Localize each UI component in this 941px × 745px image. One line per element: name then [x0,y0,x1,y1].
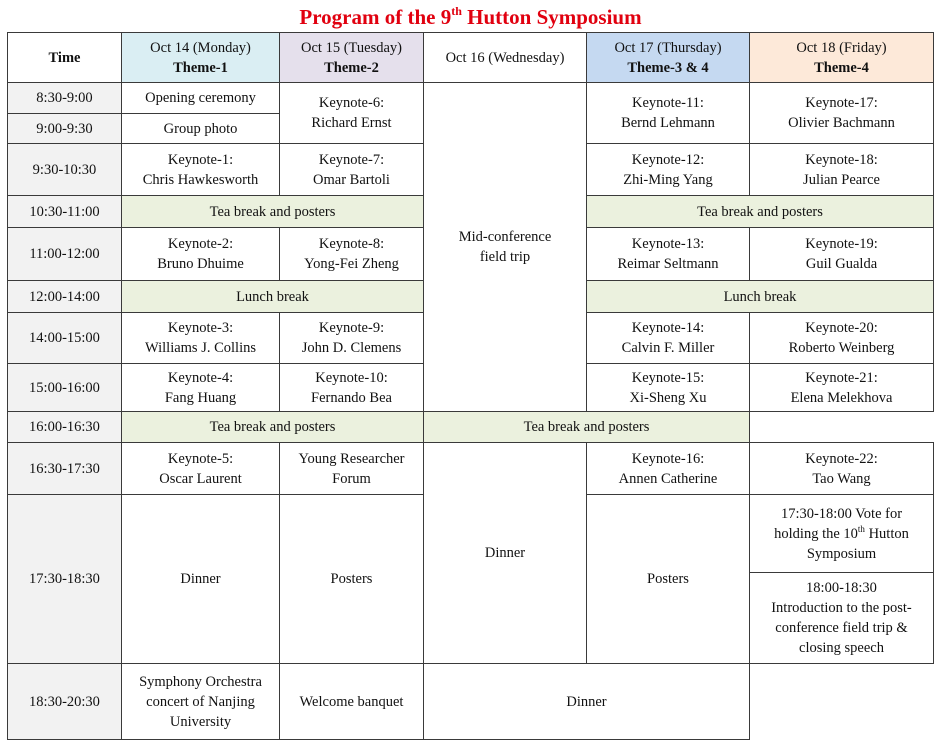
keynote-label: Keynote-13: [631,236,705,252]
header-oct17-date: Oct 17 (Thursday) [614,39,722,56]
keynote-label: Keynote-3: [167,320,234,336]
keynote-6-cell [280,83,424,144]
keynote-1-cell [122,144,280,196]
keynote-speaker: Olivier Bachmann [788,115,895,131]
vote-line1: 17:30-18:00 Vote for [780,505,903,522]
keynote-speaker: Omar Bartoli [313,171,390,188]
closing-line3: conference field trip & [775,620,908,636]
keynote-2-cell [122,228,280,281]
time-cell: 16:00-16:30 [8,412,122,443]
keynote-speaker: Reimar Seltmann [617,256,719,272]
keynote-label: Keynote-16: [631,450,705,467]
keynote-speaker: Zhi-Ming Yang [623,171,713,188]
keynote-21-cell [750,364,934,412]
wednesday-dinner-cell: Dinner [424,443,587,664]
header-oct16 [424,33,587,83]
symphony-line1: Symphony Orchestra [139,673,262,690]
keynote-speaker: Oscar Laurent [159,470,242,487]
time-cell: 9:30-10:30 [8,144,122,196]
time-cell: 12:00-14:00 [8,281,122,313]
keynote-speaker: Xi-Sheng Xu [629,389,707,406]
group-photo-cell: Group photo [122,114,280,144]
time-cell: 14:00-15:00 [8,313,122,364]
header-time: Time [8,33,122,83]
keynote-label: Keynote-11: [632,95,704,111]
row-1630 [8,443,934,495]
symphony-concert-cell [122,664,280,740]
keynote-speaker: Calvin F. Miller [621,340,715,356]
keynote-label: Keynote-12: [631,151,705,168]
final-dinner-cell: Dinner [424,664,750,740]
header-oct14-theme: Theme-1 [173,59,228,76]
keynote-13-cell [587,228,750,281]
keynote-4-cell [122,364,280,412]
keynote-speaker: Fang Huang [164,389,237,406]
header-row [8,33,934,83]
tea-break-cell: Tea break and posters [424,412,750,443]
header-oct18-date: Oct 18 (Friday) [796,39,887,56]
header-oct16-date: Oct 16 (Wednesday) [445,49,565,66]
keynote-label: Keynote-4: [167,369,234,386]
keynote-label: Keynote-10: [315,369,388,386]
time-cell: 9:00-9:30 [8,114,122,144]
keynote-17-cell [750,83,934,144]
thursday-posters-cell: Posters [587,495,750,664]
lunch-break-cell: Lunch break [587,281,934,313]
tea-break-cell: Tea break and posters [122,412,424,443]
keynote-label: Keynote-6: [318,95,385,111]
header-oct18 [750,33,934,83]
keynote-speaker: Guil Gualda [805,256,878,272]
keynote-speaker: Annen Catherine [618,470,718,487]
forum-line1: Young Researcher [298,450,405,467]
keynote-label: Keynote-22: [805,450,878,467]
keynote-label: Keynote-7: [318,151,385,168]
keynote-label: Keynote-1: [167,151,234,168]
keynote-label: Keynote-2: [167,236,234,252]
keynote-16-cell [587,443,750,495]
keynote-speaker: Julian Pearce [803,171,880,188]
header-oct17-theme: Theme-3 & 4 [627,59,709,76]
time-cell: 17:30-18:30 [8,495,122,664]
header-oct14 [122,33,280,83]
keynote-20-cell [750,313,934,364]
keynote-label: Keynote-15: [631,369,705,386]
keynote-label: Keynote-8: [318,236,385,252]
keynote-label: Keynote-19: [805,236,878,252]
keynote-speaker: Fernando Bea [311,389,392,406]
tea-break-cell: Tea break and posters [122,196,424,228]
keynote-8-cell [280,228,424,281]
title-superscript: th [451,4,462,18]
keynote-speaker: Bruno Dhuime [157,256,244,272]
field-trip-line1: Mid-conference [458,229,552,245]
schedule-table [7,32,934,740]
keynote-label: Keynote-17: [805,95,878,111]
keynote-19-cell [750,228,934,281]
header-oct15 [280,33,424,83]
time-cell: 8:30-9:00 [8,83,122,114]
header-oct15-theme: Theme-2 [324,59,379,76]
forum-line2: Forum [332,470,371,487]
title-prefix: Program of the 9 [299,5,452,29]
vote-line3: Symposium [806,545,877,562]
time-cell: 16:30-17:30 [8,443,122,495]
time-cell: 11:00-12:00 [8,228,122,281]
symphony-line3: University [169,713,232,730]
keynote-label: Keynote-18: [805,151,878,168]
keynote-speaker: Elena Melekhova [790,389,893,406]
keynote-7-cell [280,144,424,196]
monday-dinner-cell: Dinner [122,495,280,664]
row-0830 [8,83,934,114]
keynote-18-cell [750,144,934,196]
keynote-speaker: Chris Hawkesworth [142,171,259,188]
lunch-break-cell: Lunch break [122,281,424,313]
keynote-speaker: Yong-Fei Zheng [304,256,399,272]
keynote-label: Keynote-14: [631,320,705,336]
closing-cell [750,573,934,664]
keynote-15-cell [587,364,750,412]
row-1600 [8,412,934,443]
row-1830 [8,664,934,740]
time-cell: 18:30-20:30 [8,664,122,740]
time-cell: 10:30-11:00 [8,196,122,228]
keynote-label: Keynote-20: [805,320,878,336]
keynote-speaker: John D. Clemens [301,340,402,356]
vote-pre: holding the 10 [774,525,858,542]
keynote-22-cell [750,443,934,495]
keynote-10-cell [280,364,424,412]
keynote-11-cell [587,83,750,144]
welcome-banquet-cell: Welcome banquet [280,664,424,740]
keynote-speaker: Roberto Weinberg [788,340,895,356]
keynote-speaker: Richard Ernst [311,115,392,131]
header-oct15-date: Oct 15 (Tuesday) [301,39,402,56]
keynote-label: Keynote-5: [167,450,234,467]
title-suffix: Hutton Symposium [461,5,642,29]
keynote-9-cell [280,313,424,364]
header-oct17 [587,33,750,83]
keynote-speaker: Tao Wang [812,470,871,487]
keynote-12-cell [587,144,750,196]
vote-superscript: th [857,523,865,534]
keynote-14-cell [587,313,750,364]
header-oct18-theme: Theme-4 [814,59,869,76]
keynote-5-cell [122,443,280,495]
header-oct14-date: Oct 14 (Monday) [150,39,251,56]
tuesday-posters-cell: Posters [280,495,424,664]
closing-line1: 18:00-18:30 [806,580,877,596]
page-title [0,3,941,31]
time-cell: 15:00-16:00 [8,364,122,412]
opening-ceremony-cell: Opening ceremony [122,83,280,114]
keynote-speaker: Bernd Lehmann [621,115,715,131]
young-researcher-forum-cell [280,443,424,495]
field-trip-line2: field trip [479,249,531,265]
keynote-label: Keynote-21: [805,369,878,386]
closing-line2: Introduction to the post- [771,600,912,616]
keynote-speaker: Williams J. Collins [145,340,256,356]
keynote-3-cell [122,313,280,364]
field-trip-cell [424,83,587,412]
keynote-label: Keynote-9: [318,320,385,336]
vote-post: Hutton [864,525,909,542]
tea-break-cell: Tea break and posters [587,196,934,228]
closing-line4: closing speech [799,640,884,656]
symphony-line2: concert of Nanjing [146,693,255,710]
vote-cell [750,495,934,573]
